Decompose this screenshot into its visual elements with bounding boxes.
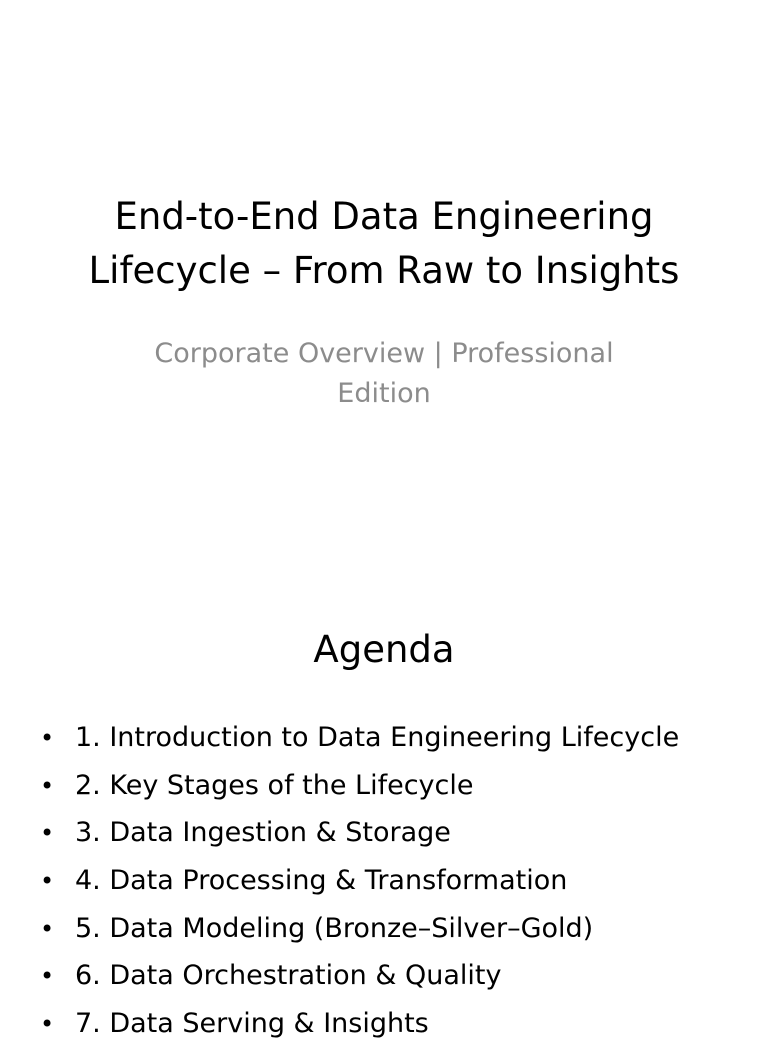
slide-subtitle: [120, 334, 648, 414]
bullet-icon: •: [40, 819, 55, 848]
bullet-icon: •: [40, 867, 55, 896]
agenda-item: [40, 809, 740, 857]
agenda-item: [40, 762, 740, 810]
agenda-item-text: 1. Introduction to Data Engineering Lifecycle: [75, 722, 680, 753]
agenda-item: [40, 714, 740, 762]
title-line-2: Lifecycle – From Raw to Insights: [88, 249, 680, 292]
bullet-icon: •: [40, 771, 55, 800]
agenda-heading: Agenda: [313, 628, 455, 671]
bullet-icon: •: [40, 1010, 55, 1039]
bullet-icon: •: [40, 724, 55, 752]
subtitle-line-2: Edition: [337, 378, 431, 409]
agenda-item-text: 5. Data Modeling (Bronze–Silver–Gold): [75, 912, 594, 944]
agenda-item-text: 4. Data Processing & Transformation: [75, 865, 568, 897]
bullet-icon: •: [40, 914, 55, 943]
subtitle-line-1: Corporate Overview | Professional: [154, 338, 614, 369]
agenda-item-text: 3. Data Ingestion & Storage: [75, 817, 451, 849]
agenda-item-text: 2. Key Stages of the Lifecycle: [75, 769, 474, 801]
slide-title: [60, 190, 708, 298]
title-line-1: End-to-End Data Engineering: [114, 195, 654, 238]
agenda-item-text: 6. Data Orchestration & Quality: [75, 960, 502, 992]
agenda-item-text: 7. Data Serving & Insights: [75, 1008, 429, 1040]
agenda-item: [40, 1000, 740, 1048]
agenda-slide: [0, 576, 768, 1040]
agenda-item: [40, 857, 740, 905]
bullet-icon: •: [40, 962, 55, 991]
agenda-item: [40, 952, 740, 1000]
agenda-item: [40, 905, 740, 953]
agenda-list: [40, 714, 740, 1048]
